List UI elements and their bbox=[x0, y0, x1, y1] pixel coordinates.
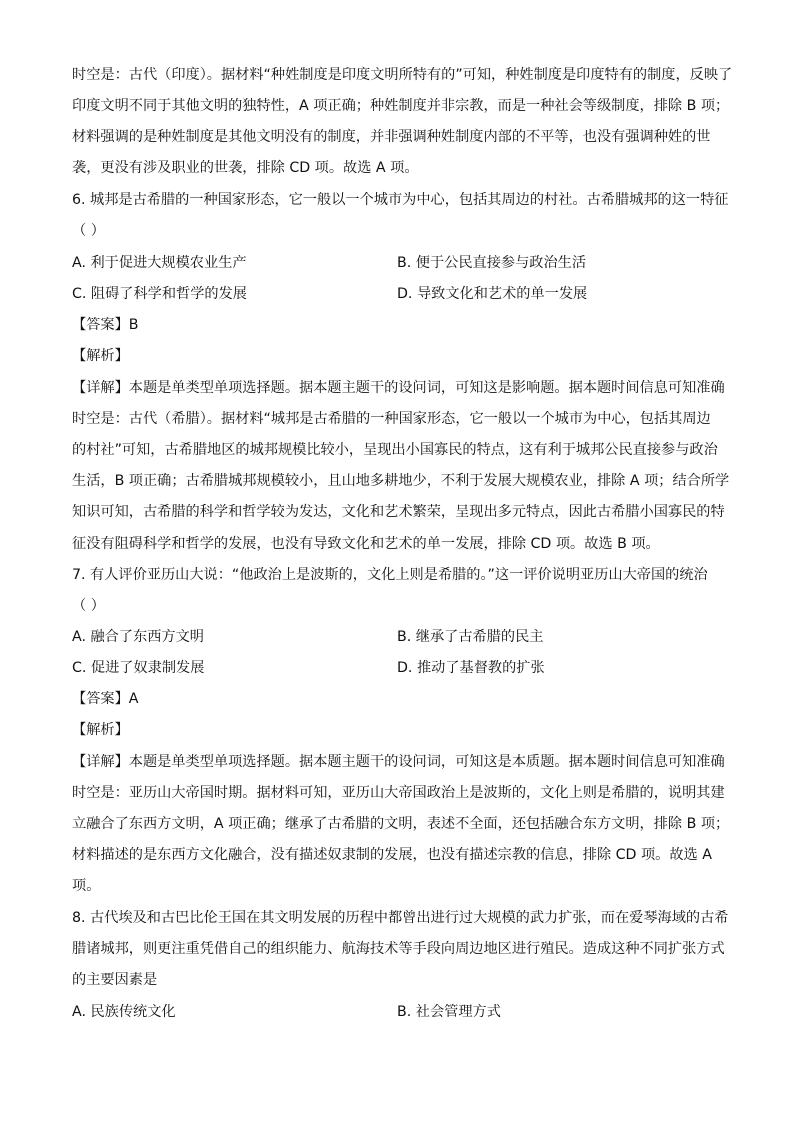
q8-option-b: B. 社会管理方式 bbox=[397, 1004, 501, 1020]
q6-detail-line: 征没有阻碍科学和哲学的发展，也没有导致文化和艺术的单一发展，排除 CD 项。故选 B 项。 bbox=[72, 536, 660, 552]
q6-detail-line: 的村社”可知，古希腊地区的城邦规模比较小，呈现出小国寡民的特点，这有利于城邦公民直接参与政治 bbox=[72, 442, 718, 458]
q6-detail-line: 知识可知，古希腊的科学和哲学较为发达，文化和艺术繁荣，呈现出多元特点，因此古希腊小国寡民的特 bbox=[72, 504, 725, 520]
q7-analysis-label: 【解析】 bbox=[72, 722, 129, 738]
q7-detail-line: 【详解】本题是单类型单项选择题。据本题主题干的设问词，可知这是本质题。据本题时间信息可知准确 bbox=[72, 754, 725, 770]
q8-stem: 的主要因素是 bbox=[72, 972, 158, 988]
q7-option-c: C. 促进了奴隶制发展 bbox=[72, 660, 205, 676]
q7-detail-line: 材料描述的是东西方文化融合，没有描述奴隶制的发展，也没有描述宗教的信息，排除 CD 项。故选 A bbox=[72, 847, 712, 863]
prev-explanation-line: 印度文明不同于其他文明的独特性，A 项正确；种姓制度并非宗教，而是一种社会等级制度，排除 B 项； bbox=[72, 98, 730, 114]
q7-stem: 7. 有人评价亚历山大说：“他政治上是波斯的，文化上则是希腊的。”这一评价说明亚历山大帝国的统治 bbox=[72, 567, 708, 583]
q6-stem: 6. 城邦是古希腊的一种国家形态，它一般以一个城市为中心，包括其周边的村社。古希腊城邦的这一特征 bbox=[72, 192, 729, 208]
q6-answer-blank: （ ） bbox=[72, 223, 105, 239]
q7-detail-line: 项。 bbox=[72, 878, 101, 894]
q7-detail-line: 立融合了东西方文明，A 项正确；继承了古希腊的文明，表述不全面，还包括融合东方文明，排除 B 项； bbox=[72, 816, 730, 832]
q7-detail-line: 时空是：亚历山大帝国时期。据材料可知，亚历山大帝国政治上是波斯的，文化上则是希腊的，说明其建 bbox=[72, 785, 725, 801]
q6-option-a: A. 利于促进大规模农业生产 bbox=[72, 255, 247, 271]
q8-option-a: A. 民族传统文化 bbox=[72, 1004, 176, 1020]
q6-analysis-label: 【解析】 bbox=[72, 348, 129, 364]
q6-option-b: B. 便于公民直接参与政治生活 bbox=[397, 255, 587, 271]
q6-detail-line: 时空是：古代（希腊）。据材料“城邦是古希腊的一种国家形态，它一般以一个城市为中心，包括其周边 bbox=[72, 411, 711, 427]
q6-answer: 【答案】B bbox=[72, 317, 139, 333]
q7-option-b: B. 继承了古希腊的民主 bbox=[397, 629, 544, 645]
q8-stem: 8. 古代埃及和古巴比伦王国在其文明发展的历程中都曾出进行过大规模的武力扩张，而在爱琴海域的古希 bbox=[72, 910, 729, 926]
q7-answer-blank: （ ） bbox=[72, 598, 105, 614]
q7-answer: 【答案】A bbox=[72, 691, 139, 707]
q7-option-a: A. 融合了东西方文明 bbox=[72, 629, 204, 645]
q6-detail-line: 【详解】本题是单类型单项选择题。据本题主题干的设问词，可知这是影响题。据本题时间信息可知准确 bbox=[72, 380, 725, 396]
q6-option-d: D. 导致文化和艺术的单一发展 bbox=[397, 286, 588, 302]
q8-stem: 腊诸城邦，则更注重凭借自己的组织能力、航海技术等手段向周边地区进行殖民。造成这种不同扩张方式 bbox=[72, 941, 725, 957]
q7-option-d: D. 推动了基督教的扩张 bbox=[397, 660, 545, 676]
q6-detail-line: 生活，B 项正确；古希腊城邦规模较小，且山地多耕地少，不利于发展大规模农业，排除 A 项；结合所学 bbox=[72, 473, 730, 489]
q6-option-c: C. 阻碍了科学和哲学的发展 bbox=[72, 286, 247, 302]
prev-explanation-line: 材料强调的是种姓制度是其他文明没有的制度，并非强调种姓制度内部的不平等，也没有强调种姓的世 bbox=[72, 129, 711, 145]
prev-explanation-line: 时空是：古代（印度）。据材料“种姓制度是印度文明所特有的”可知，种姓制度是印度特有的制度，反映了 bbox=[72, 67, 733, 83]
prev-explanation-line: 袭，更没有涉及职业的世袭，排除 CD 项。故选 A 项。 bbox=[72, 160, 419, 176]
